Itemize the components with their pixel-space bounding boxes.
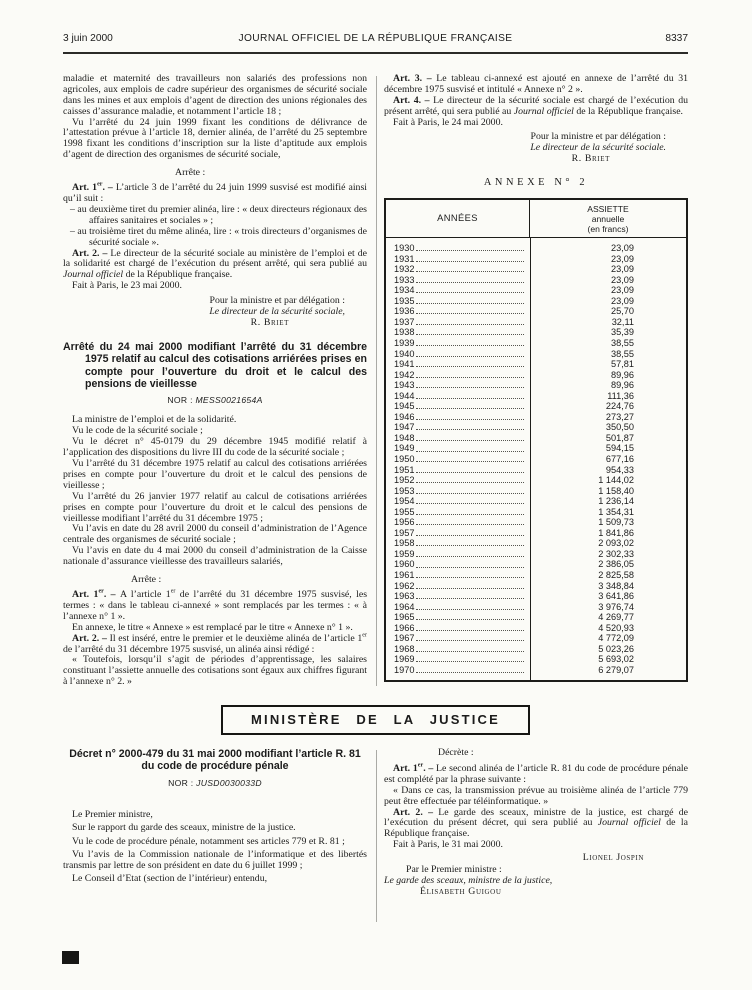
table-row	[386, 654, 686, 665]
signature-name: R. Briet	[571, 153, 610, 165]
article-2: Art. 2. – Il est inséré, entre le premier et le deuxième alinéa de l’article 1er de l’arrêté du 31 décembre 1975 susvisé, un alinéa ainsi rédigé :	[63, 632, 368, 655]
table-row	[386, 443, 686, 454]
row-value: 1 236,14	[598, 496, 634, 507]
row-value: 224,76	[605, 401, 634, 412]
row-year: 1952	[394, 475, 415, 486]
annexe-table-body	[386, 238, 686, 680]
table-row	[386, 327, 686, 338]
paragraph-vu: Vu l’arrêté du 31 décembre 1975 relatif au calcul des cotisations arriérées prises en compte pour l’ouverture du droit et le calcul des pensions de vieillesse ;	[63, 458, 367, 491]
signature-block	[63, 296, 367, 329]
signature-role: Le directeur de la sécurité sociale,	[209, 306, 345, 318]
table-row	[386, 338, 686, 349]
dotted-leader	[416, 581, 524, 589]
dotted-leader	[416, 528, 524, 536]
page-number: 8337	[665, 33, 688, 44]
row-value: 594,15	[605, 443, 634, 454]
dotted-leader	[416, 612, 524, 620]
paragraph-vu: Vu l’arrêté du 24 juin 1999 fixant les conditions de délivrance de l’attestation prévue à l’article 18, dernier alinéa, de l’arrêté du 25 septembre 1998 fixant les conditions d’inscription sur la liste d’aptitude aux emplois d’agent de direction des organismes de sécurité sociale,	[63, 116, 367, 161]
row-value: 954,33	[605, 464, 634, 475]
row-value: 23,09	[611, 264, 634, 275]
article-1: Art. 1er. – L’article 3 de l’arrêté du 24 juin 1999 susvisé est modifié ainsi qu’il suit :	[63, 181, 367, 204]
table-row	[386, 349, 686, 360]
table-row	[386, 264, 686, 275]
journal-title: JOURNAL OFFICIEL DE LA RÉPUBLIQUE FRANÇAISE	[238, 33, 513, 44]
dotted-leader	[416, 443, 524, 451]
dotted-leader	[416, 538, 524, 546]
table-row	[386, 243, 686, 254]
row-year: 1959	[394, 548, 415, 559]
table-row	[386, 317, 686, 328]
row-year: 1946	[394, 411, 415, 422]
row-value: 501,87	[605, 432, 634, 443]
paragraph-vu: Vu le décret n° 45-0179 du 29 décembre 1945 modifié relatif à l’application des dispositions du livre III du code de la sécurité sociale ;	[63, 436, 367, 459]
article-4: Art. 4. – Le directeur de la sécurité sociale est chargé de l’exécution du présent arrêté, qui sera publié au Journal officiel de la République française.	[384, 94, 688, 117]
row-value: 1 509,73	[598, 517, 634, 528]
row-year: 1938	[394, 327, 415, 338]
row-year: 1964	[394, 601, 415, 612]
row-year: 1956	[394, 517, 415, 528]
row-year: 1934	[394, 285, 415, 296]
nor-code: NOR : JUSD0030033D	[168, 777, 262, 788]
dotted-leader	[416, 338, 524, 346]
bottom-right-column	[384, 748, 688, 924]
paragraph-quote: « Dans ce cas, la transmission prévue au troisième alinéa de l’article 779 peut être effectuée par téléinformatique. »	[384, 784, 688, 807]
row-value: 38,55	[611, 348, 634, 359]
dotted-leader	[416, 243, 524, 251]
row-value: 2 386,05	[598, 559, 634, 570]
paragraph: Le Conseil d’Etat (section de l’intérieur) entendu,	[72, 873, 268, 885]
dotted-leader	[416, 327, 524, 335]
dotted-leader	[416, 285, 524, 293]
decrete-label: Décrète :	[438, 747, 474, 759]
column-header-assiette	[530, 200, 686, 237]
dotted-leader	[416, 665, 524, 673]
dotted-leader	[416, 507, 524, 515]
scan-mark	[62, 951, 79, 964]
row-year: 1930	[394, 243, 415, 254]
article-1: Art. 1er. – Le second alinéa de l’article R. 81 du code de procédure pénale est complété par la phrase suivante :	[384, 762, 689, 785]
right-column	[384, 74, 688, 688]
row-year: 1942	[394, 369, 415, 380]
column-header-line: (en francs)	[587, 224, 629, 235]
dotted-leader	[416, 591, 524, 599]
row-year: 1960	[394, 559, 415, 570]
row-year: 1951	[394, 464, 415, 475]
dotted-leader	[416, 306, 524, 314]
row-year: 1967	[394, 633, 415, 644]
signature-block	[384, 132, 688, 165]
table-row	[386, 401, 686, 412]
row-value: 1 144,02	[598, 475, 634, 486]
table-row	[386, 296, 686, 307]
row-year: 1950	[394, 454, 415, 464]
dotted-leader	[416, 401, 524, 409]
row-year: 1932	[394, 264, 415, 275]
decret-title: Décret n° 2000-479 du 31 mai 2000 modifiant l’article R. 81 du code de procédure pénale	[69, 748, 361, 773]
table-row	[386, 581, 686, 592]
dotted-leader	[416, 465, 524, 473]
fait-line: Fait à Paris, le 24 mai 2000.	[393, 116, 503, 128]
table-row	[386, 412, 686, 423]
row-value: 5 693,02	[598, 654, 634, 665]
row-value: 89,96	[611, 369, 634, 380]
ministry-banner-wrap	[63, 705, 688, 735]
row-value: 6 279,07	[598, 664, 634, 675]
signature-delegation: Par le Premier ministre :	[406, 864, 502, 876]
article-1: Art. 1er. – A l’article 1er de l’arrêté du 31 décembre 1975 susvisé, les termes : « dans le tableau ci-annexé » sont remplacés par les termes : « à l’annexe n° 1 ».	[63, 588, 368, 622]
dotted-leader	[416, 380, 524, 388]
table-row	[386, 644, 686, 655]
paragraph: La ministre de l’emploi et de la solidarité.	[72, 414, 237, 426]
row-value: 23,09	[611, 253, 634, 264]
row-year: 1958	[394, 538, 415, 549]
row-value: 1 158,40	[598, 485, 634, 496]
row-value: 57,81	[611, 359, 634, 370]
dotted-leader	[416, 654, 524, 662]
page-header	[63, 34, 688, 54]
row-year: 1961	[394, 570, 415, 581]
table-row	[386, 570, 686, 581]
dotted-leader	[416, 475, 524, 483]
row-year: 1947	[394, 422, 415, 433]
annexe-title: ANNEXE N° 2	[483, 177, 589, 189]
row-year: 1968	[394, 643, 415, 654]
paragraph-vu: Vu le code de procédure pénale, notamment ses articles 779 et R. 81 ;	[72, 835, 345, 847]
row-value: 2 093,02	[598, 538, 634, 549]
row-value: 677,16	[605, 454, 634, 464]
dotted-leader	[416, 317, 524, 325]
table-row	[386, 665, 686, 676]
table-row	[386, 306, 686, 317]
ministry-banner: MINISTÈRE DE LA JUSTICE	[221, 705, 530, 735]
dotted-leader	[416, 570, 524, 578]
table-row	[386, 391, 686, 402]
row-year: 1939	[394, 337, 415, 348]
row-year: 1954	[394, 496, 415, 507]
dotted-leader	[416, 370, 524, 378]
row-year: 1957	[394, 527, 415, 538]
dotted-leader	[416, 623, 524, 631]
paragraph: En annexe, le titre « Annexe » est remplacé par le titre « Annexe n° 1 ».	[72, 621, 353, 633]
column-header-annees: ANNÉES	[386, 200, 530, 237]
dotted-leader	[416, 275, 524, 283]
table-row	[386, 454, 686, 465]
signature-role: Le directeur de la sécurité sociale.	[530, 142, 666, 154]
row-value: 111,36	[607, 390, 634, 401]
row-year: 1945	[394, 401, 415, 412]
article-2: Art. 2. – Le directeur de la sécurité sociale au ministère de l’emploi et de la solidarité est chargé de l’exécution du présent arrêté, qui sera publié au Journal officiel de la République française.	[63, 247, 367, 281]
row-year: 1969	[394, 654, 415, 665]
row-year: 1962	[394, 580, 415, 591]
dotted-leader	[416, 264, 524, 272]
arrete-label: Arrête :	[175, 167, 206, 179]
table-row	[386, 633, 686, 644]
article-3: Art. 3. – Le tableau ci-annexé est ajouté en annexe de l’arrêté du 31 décembre 1975 susvisé et intitulé « Annexe n° 2 ».	[384, 72, 689, 95]
paragraph-vu: Vu le code de la sécurité sociale ;	[72, 425, 203, 437]
row-value: 350,50	[605, 422, 634, 433]
dotted-leader	[416, 412, 524, 420]
signature-delegation: Pour la ministre et par délégation :	[530, 131, 666, 143]
dotted-leader	[416, 254, 524, 262]
row-value: 23,09	[611, 295, 634, 306]
column-header-line: annuelle	[591, 214, 625, 225]
table-row	[386, 528, 686, 539]
row-year: 1944	[394, 390, 415, 401]
table-row	[386, 254, 686, 265]
row-year: 1931	[394, 253, 415, 264]
justice-section	[63, 748, 688, 924]
dotted-leader	[416, 559, 524, 567]
table-row	[386, 486, 686, 497]
row-value: 23,09	[611, 274, 634, 285]
row-value: 3 348,84	[598, 580, 634, 591]
row-value: 38,55	[611, 337, 634, 348]
table-row	[386, 602, 686, 613]
column-header-line: ASSIETTE	[587, 204, 629, 215]
annexe-table	[384, 198, 688, 682]
signature-name-guigou: Élisabeth Guigou	[420, 885, 502, 897]
row-year: 1941	[394, 359, 415, 370]
row-value: 3 976,74	[598, 601, 634, 612]
dotted-leader	[416, 602, 524, 610]
table-row	[386, 549, 686, 560]
arrete-title: Arrêté du 24 mai 2000 modifiant l’arrêté du 31 décembre 1975 relatif au calcul des cotisations arriérées prises en compte pour l’ouverture du droit et le calcul des pensions de vieillesse	[63, 340, 367, 391]
row-year: 1935	[394, 295, 415, 306]
dotted-leader	[416, 391, 524, 399]
row-value: 23,09	[611, 243, 634, 254]
table-row	[386, 507, 686, 518]
paragraph-continuation: maladie et maternité des travailleurs non salariés des professions non agricoles, aux emplois de cadre supérieur des organismes de sécurité sociale dans les mines et aux emplois d’agent de direction des unions régionales des caisses d’assurance maladie, et notamment l’article 18 ;	[63, 72, 367, 117]
dotted-leader	[416, 433, 524, 441]
row-value: 89,96	[611, 380, 634, 391]
row-year: 1953	[394, 485, 415, 496]
row-value: 1 354,31	[598, 506, 634, 517]
dotted-leader	[416, 359, 524, 367]
row-value: 3 641,86	[598, 591, 634, 602]
table-row	[386, 591, 686, 602]
row-value: 5 023,26	[598, 643, 634, 654]
row-year: 1940	[394, 348, 415, 359]
row-value: 1 841,86	[598, 527, 634, 538]
row-value: 273,27	[605, 411, 634, 422]
row-year: 1936	[394, 306, 415, 317]
table-row	[386, 496, 686, 507]
row-value: 4 269,77	[598, 612, 634, 623]
table-row	[386, 433, 686, 444]
table-row	[386, 612, 686, 623]
paragraph-vu: Vu l’avis en date du 4 mai 2000 du conseil d’administration de la Caisse nationale d’assurance vieillesse des travailleurs salariés,	[63, 545, 367, 568]
paragraph-quote: « Toutefois, lorsqu’il s’agit de périodes d’apprentissage, les salaires constituant l’assiette annuelle des cotisations sont égaux aux chiffres figurant à l’annexe n° 2. »	[63, 654, 367, 688]
signature-name: R. Briet	[250, 316, 289, 328]
fait-line: Fait à Paris, le 23 mai 2000.	[72, 280, 182, 292]
row-year: 1933	[394, 274, 415, 285]
dotted-leader	[416, 349, 524, 357]
row-value: 25,70	[611, 306, 634, 317]
dotted-leader	[416, 644, 524, 652]
table-row	[386, 538, 686, 549]
table-row	[386, 559, 686, 570]
dotted-leader	[416, 496, 524, 504]
row-year: 1949	[394, 443, 415, 454]
row-year: 1963	[394, 591, 415, 602]
dotted-leader	[416, 633, 524, 641]
table-row	[386, 380, 686, 391]
row-value: 23,09	[611, 285, 634, 296]
row-value: 2 302,33	[598, 548, 634, 559]
table-row	[386, 465, 686, 476]
row-value: 2 825,58	[598, 570, 634, 581]
row-value: 32,11	[611, 316, 634, 327]
dotted-leader	[416, 517, 524, 525]
signature-name-jospin: Lionel Jospin	[582, 852, 644, 864]
table-row	[386, 475, 686, 486]
bottom-left-column	[63, 748, 367, 924]
table-row	[386, 275, 686, 286]
list-item: – au troisième tiret du même alinéa, lire : « trois directeurs d’organismes de sécurité sociale ».	[70, 225, 367, 248]
fait-line: Fait à Paris, le 31 mai 2000.	[393, 839, 503, 851]
row-year: 1970	[394, 664, 415, 675]
social-security-section	[63, 74, 688, 688]
dotted-leader	[416, 296, 524, 304]
header-date: 3 juin 2000	[63, 33, 113, 44]
row-year: 1937	[394, 316, 415, 327]
paragraph-vu: Vu l’arrêté du 26 janvier 1977 relatif au calcul de cotisations arriérées prises en compte pour l’ouverture du droit et le calcul des pensions de vieillesse modifiant l’arrêté du 31 décembre 1975 ;	[63, 490, 367, 524]
table-row	[386, 359, 686, 370]
table-row	[386, 422, 686, 433]
paragraph-vu: Vu l’avis de la Commission nationale de l’informatique et des libertés transmis par lettre de son président en date du 6 juillet 1999 ;	[63, 848, 367, 871]
nor-code: NOR : MESS0021654A	[167, 395, 263, 406]
table-row	[386, 285, 686, 296]
arrete-label: Arrête :	[131, 574, 162, 586]
dotted-leader	[416, 549, 524, 557]
paragraph: Le Premier ministre,	[72, 808, 153, 820]
row-value: 4 520,93	[598, 622, 634, 633]
row-value: 4 772,09	[598, 633, 634, 644]
list-item: – au deuxième tiret du premier alinéa, lire : « deux directeurs régionaux des affaires sanitaires et sociales » ;	[70, 203, 367, 226]
dotted-leader	[416, 486, 524, 494]
row-year: 1955	[394, 506, 415, 517]
table-row	[386, 623, 686, 634]
signature-delegation: Pour la ministre et par délégation :	[209, 295, 345, 307]
signature-role: Le garde des sceaux, ministre de la justice,	[384, 875, 553, 886]
table-row	[386, 370, 686, 381]
table-row	[386, 517, 686, 528]
paragraph: Sur le rapport du garde des sceaux, ministre de la justice.	[72, 822, 296, 834]
article-2: Art. 2. – Le garde des sceaux, ministre de la justice, est chargé de l’exécution du présent décret, qui sera publié au Journal officiel de la République française.	[384, 806, 689, 840]
dotted-leader	[416, 454, 524, 462]
left-column	[63, 74, 367, 688]
dotted-leader	[416, 422, 524, 430]
row-year: 1966	[394, 622, 415, 633]
table-header-row	[386, 200, 686, 238]
row-year: 1965	[394, 612, 415, 623]
paragraph-vu: Vu l’avis en date du 28 avril 2000 du conseil d’administration de l’Agence centrale des organismes de sécurité sociale ;	[63, 523, 367, 546]
row-value: 35,39	[611, 327, 634, 338]
row-year: 1943	[394, 380, 415, 391]
row-year: 1948	[394, 432, 415, 443]
